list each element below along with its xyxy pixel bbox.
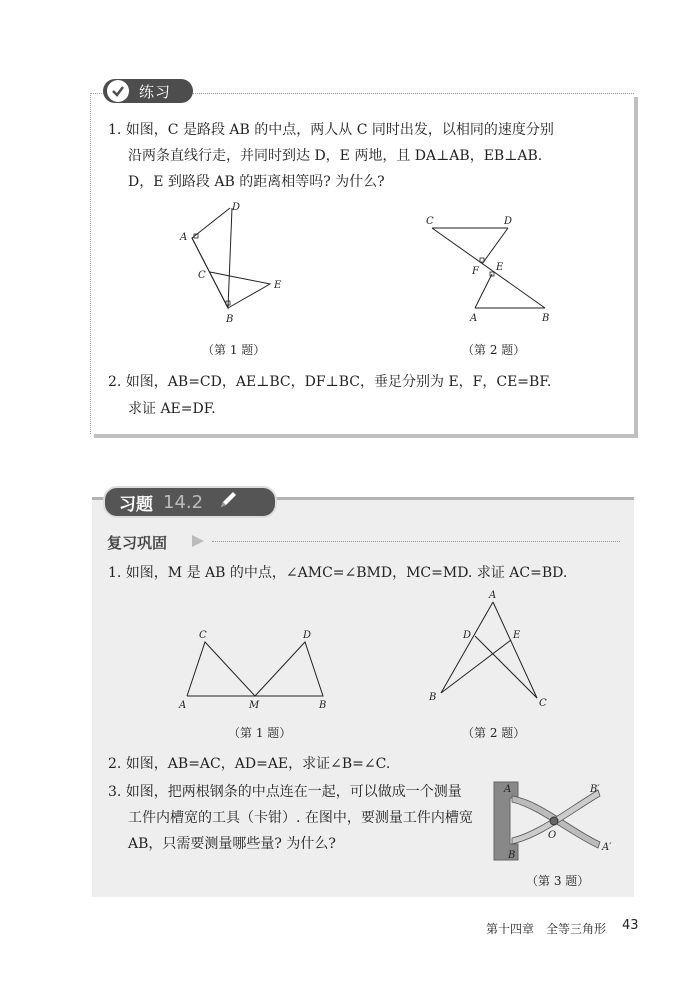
exercise-fig2-label-a: A: [489, 590, 497, 601]
practice-fig1-label-c: C: [198, 270, 206, 281]
exercise-fig2-label-c: C: [539, 698, 547, 709]
exercise-fig3-label-a: A: [504, 784, 512, 795]
practice-fig2-label-f: F: [472, 266, 479, 277]
practice-fig2-label-d: D: [504, 216, 513, 227]
exercise-fig3-caption: （第 3 题）: [526, 874, 590, 888]
review-divider: [212, 541, 620, 542]
practice-icon: [107, 80, 129, 102]
practice-q1-line3: D，E 到路段 AB 的距离相等吗? 为什么?: [128, 174, 385, 190]
practice-fig2-label-c: C: [426, 216, 434, 227]
exercise-fig1-label-d: D: [303, 630, 312, 641]
triangle-arrow-icon: [190, 533, 206, 553]
exercise-fig3-label-b-prime: B′: [590, 784, 600, 795]
practice-title: 练习: [139, 82, 172, 101]
exercise-fig2-label-e: E: [513, 630, 521, 641]
review-heading: 复习巩固: [107, 534, 168, 552]
exercise-fig2-caption: （第 2 题）: [462, 726, 526, 740]
exercise-fig2-label-d: D: [463, 630, 472, 641]
practice-fig1-label-a: A: [180, 232, 188, 243]
practice-q2-line2: 求证 AE=DF.: [128, 401, 216, 417]
practice-figure-2: [420, 212, 560, 327]
practice-fig1-caption: （第 1 题）: [202, 343, 266, 357]
exercise-fig3-label-a-prime: A′: [602, 842, 612, 853]
practice-fig1-label-e: E: [274, 280, 282, 291]
exercise-q2: 2. 如图，AB=AC，AD=AE，求证∠B=∠C.: [108, 756, 391, 772]
practice-q1-line2: 沿两条直线行走，并同时到达 D，E 两地，且 DA⊥AB，EB⊥AB.: [128, 148, 543, 164]
exercise-tab: [103, 486, 277, 518]
exercise-q1: 1. 如图，M 是 AB 的中点，∠AMC=∠BMD，MC=MD. 求证 AC=BD.: [108, 565, 568, 581]
pencil-icon: [217, 489, 239, 515]
exercise-q3-line1: 3. 如图，把两根钢条的中点连在一起，可以做成一个测量: [108, 784, 462, 800]
practice-fig2-label-e: E: [496, 262, 504, 273]
practice-q1-line1: 1. 如图，C 是路段 AB 的中点，两人从 C 同时出发，以相同的速度分别: [108, 122, 554, 138]
exercise-figure-2: [425, 588, 555, 713]
exercise-fig1-label-c: C: [199, 630, 207, 641]
exercise-q3-line2: 工件内槽宽的工具（卡钳）. 在图中，要测量工件内槽宽: [128, 810, 473, 826]
practice-q2-line1: 2. 如图，AB=CD，AE⊥BC，DF⊥BC，垂足分别为 E，F，CE=BF.: [108, 374, 552, 390]
exercise-title: 习题: [119, 494, 153, 515]
exercise-figure-3: [490, 778, 625, 866]
exercise-fig3-label-o: O: [548, 830, 557, 841]
practice-fig1-label-b: B: [226, 314, 234, 325]
practice-figure-1: [170, 198, 300, 328]
exercise-q3-line3: AB，只需要测量哪些量? 为什么?: [128, 836, 336, 852]
chapter-footer: 第十四章 全等三角形: [486, 922, 607, 936]
exercise-fig1-label-a: A: [179, 700, 187, 711]
exercise-number: 14.2: [163, 491, 204, 513]
exercise-figure-1: [175, 626, 335, 716]
practice-fig2-label-b: B: [542, 313, 550, 324]
practice-fig2-label-a: A: [470, 313, 478, 324]
exercise-fig3-label-b: B: [508, 850, 516, 861]
practice-fig1-label-d: D: [232, 202, 241, 213]
page-number: 43: [622, 918, 639, 933]
practice-fig2-caption: （第 2 题）: [462, 343, 526, 357]
exercise-fig1-label-b: B: [319, 700, 327, 711]
exercise-fig2-label-b: B: [429, 692, 437, 703]
exercise-fig1-label-m: M: [249, 700, 260, 711]
exercise-fig1-caption: （第 1 题）: [228, 726, 292, 740]
practice-tab: [103, 79, 193, 103]
